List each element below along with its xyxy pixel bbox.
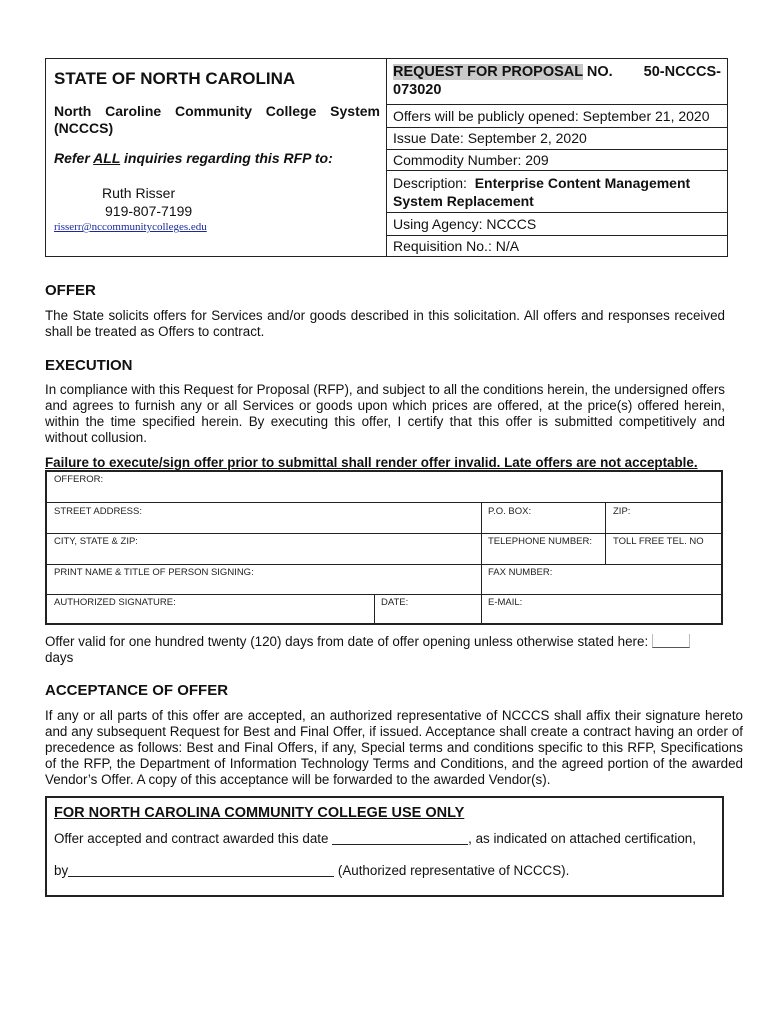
refer-inquiries bbox=[54, 150, 333, 166]
refer-suffix: inquiries regarding this RFP to: bbox=[120, 150, 333, 166]
validity-days-label: days bbox=[45, 650, 74, 665]
rfp-number-b: 073020 bbox=[393, 82, 442, 98]
po-box-field[interactable]: P.O. BOX: bbox=[488, 506, 532, 517]
telephone-field[interactable]: TELEPHONE NUMBER: bbox=[488, 536, 592, 547]
use-only-title: FOR NORTH CAROLINA COMMUNITY COLLEGE USE ONLY bbox=[54, 805, 465, 821]
form-row-divider bbox=[47, 502, 721, 503]
contact-block bbox=[102, 184, 192, 220]
offer-text: The State solicits offers for Services and/or goods described in this solicitation. All offers and responses received shall be treated as Offers to contract. bbox=[45, 308, 725, 339]
form-row-divider bbox=[47, 594, 721, 595]
description-value: Enterprise Content Management System Replacement bbox=[393, 175, 691, 209]
form-row-divider bbox=[47, 564, 721, 565]
commodity-cell: Commodity Number: 209 bbox=[387, 150, 727, 171]
fax-number-field[interactable]: FAX NUMBER: bbox=[488, 567, 553, 578]
issue-date-cell: Issue Date: September 2, 2020 bbox=[387, 128, 727, 150]
zip-field[interactable]: ZIP: bbox=[613, 506, 631, 517]
contact-phone: 919-807-7199 bbox=[105, 203, 193, 219]
rfp-number-a: 50-NCCCS- bbox=[643, 64, 721, 80]
offeror-form bbox=[45, 470, 723, 625]
email-field[interactable]: E-MAIL: bbox=[488, 597, 523, 608]
acceptance-text: If any or all parts of this offer are accepted, an authorized representative of NCCCS shall affix their signature hereto and any subsequent Request for Best and Final Offer, if issued. Acceptance shall create a contract having an order of precedence as follows: Best and Final Offers, if any, Special terms and conditions specific to this RFP, Specifications of the RFP, the Department of Information Technology Terms and Conditions, and the agreed portion of the awarded Vendor’s Offer. A copy of this acceptance will be forwarded to the awarded Vendor(s). bbox=[45, 708, 743, 787]
opened-cell: Offers will be publicly opened: September 21, 2020 bbox=[387, 105, 727, 128]
offer-heading: OFFER bbox=[45, 282, 96, 299]
description-cell bbox=[387, 171, 727, 213]
award-date-line bbox=[54, 831, 696, 846]
form-row-divider bbox=[47, 533, 721, 534]
validity-days-input[interactable] bbox=[652, 634, 690, 648]
award-date-suffix: , as indicated on attached certification, bbox=[468, 831, 696, 846]
rfp-title bbox=[393, 59, 721, 99]
rfp-header-table bbox=[45, 58, 728, 257]
refer-prefix: Refer bbox=[54, 150, 94, 166]
college-use-only-box bbox=[45, 796, 724, 897]
offer-validity bbox=[45, 634, 725, 666]
street-address-field[interactable]: STREET ADDRESS: bbox=[54, 506, 142, 517]
rfp-number-cell bbox=[387, 59, 727, 105]
by-label: by bbox=[54, 863, 69, 878]
authorized-signature-field[interactable]: AUTHORIZED SIGNATURE: bbox=[54, 597, 176, 608]
description-label: Description: bbox=[393, 175, 467, 191]
date-field[interactable]: DATE: bbox=[381, 597, 409, 608]
late-offer-warning: Failure to execute/sign offer prior to submittal shall render offer invalid. Late offers are not acceptable. bbox=[45, 455, 698, 470]
contact-email-link[interactable]: risserr@nccommunitycolleges.edu bbox=[54, 221, 207, 233]
offeror-field[interactable]: OFFEROR: bbox=[54, 474, 104, 485]
city-state-zip-field[interactable]: CITY, STATE & ZIP: bbox=[54, 536, 138, 547]
award-date-text: Offer accepted and contract awarded this date bbox=[54, 831, 333, 846]
toll-free-field[interactable]: TOLL FREE TEL. NO bbox=[613, 536, 704, 547]
award-date-input[interactable] bbox=[332, 831, 468, 845]
rfp-no-label: NO. bbox=[582, 64, 613, 80]
execution-text: In compliance with this Request for Proposal (RFP), and subject to all the conditions herein, the undersigned offers and agrees to furnish any or all Services or goods upon which prices are offered, at the price(s) offered herein, within the time specified herein. By executing this offer, I certify that this offer is submitted competitively and without collusion. bbox=[45, 382, 725, 445]
rfp-label: REQUEST FOR PROPOSAL bbox=[393, 64, 583, 80]
validity-text: Offer valid for one hundred twenty (120) days from date of offer opening unless otherwise stated here: bbox=[45, 634, 649, 649]
using-agency-cell: Using Agency: NCCCS bbox=[387, 213, 727, 236]
contact-name: Ruth Risser bbox=[102, 185, 176, 201]
form-col-divider bbox=[374, 594, 375, 625]
requisition-cell: Requisition No.: N/A bbox=[393, 238, 520, 254]
print-name-field[interactable]: PRINT NAME & TITLE OF PERSON SIGNING: bbox=[54, 567, 254, 578]
authorized-by-line bbox=[54, 863, 569, 878]
refer-all: ALL bbox=[93, 150, 121, 166]
acceptance-heading: ACCEPTANCE OF OFFER bbox=[45, 682, 229, 699]
authorized-rep-label: (Authorized representative of NCCCS). bbox=[334, 863, 570, 878]
execution-heading: EXECUTION bbox=[45, 357, 133, 374]
agency-name: North Caroline Community College System (NCCCS) bbox=[54, 103, 380, 136]
state-title: STATE OF NORTH CAROLINA bbox=[54, 69, 296, 88]
authorized-rep-input[interactable] bbox=[68, 863, 334, 877]
